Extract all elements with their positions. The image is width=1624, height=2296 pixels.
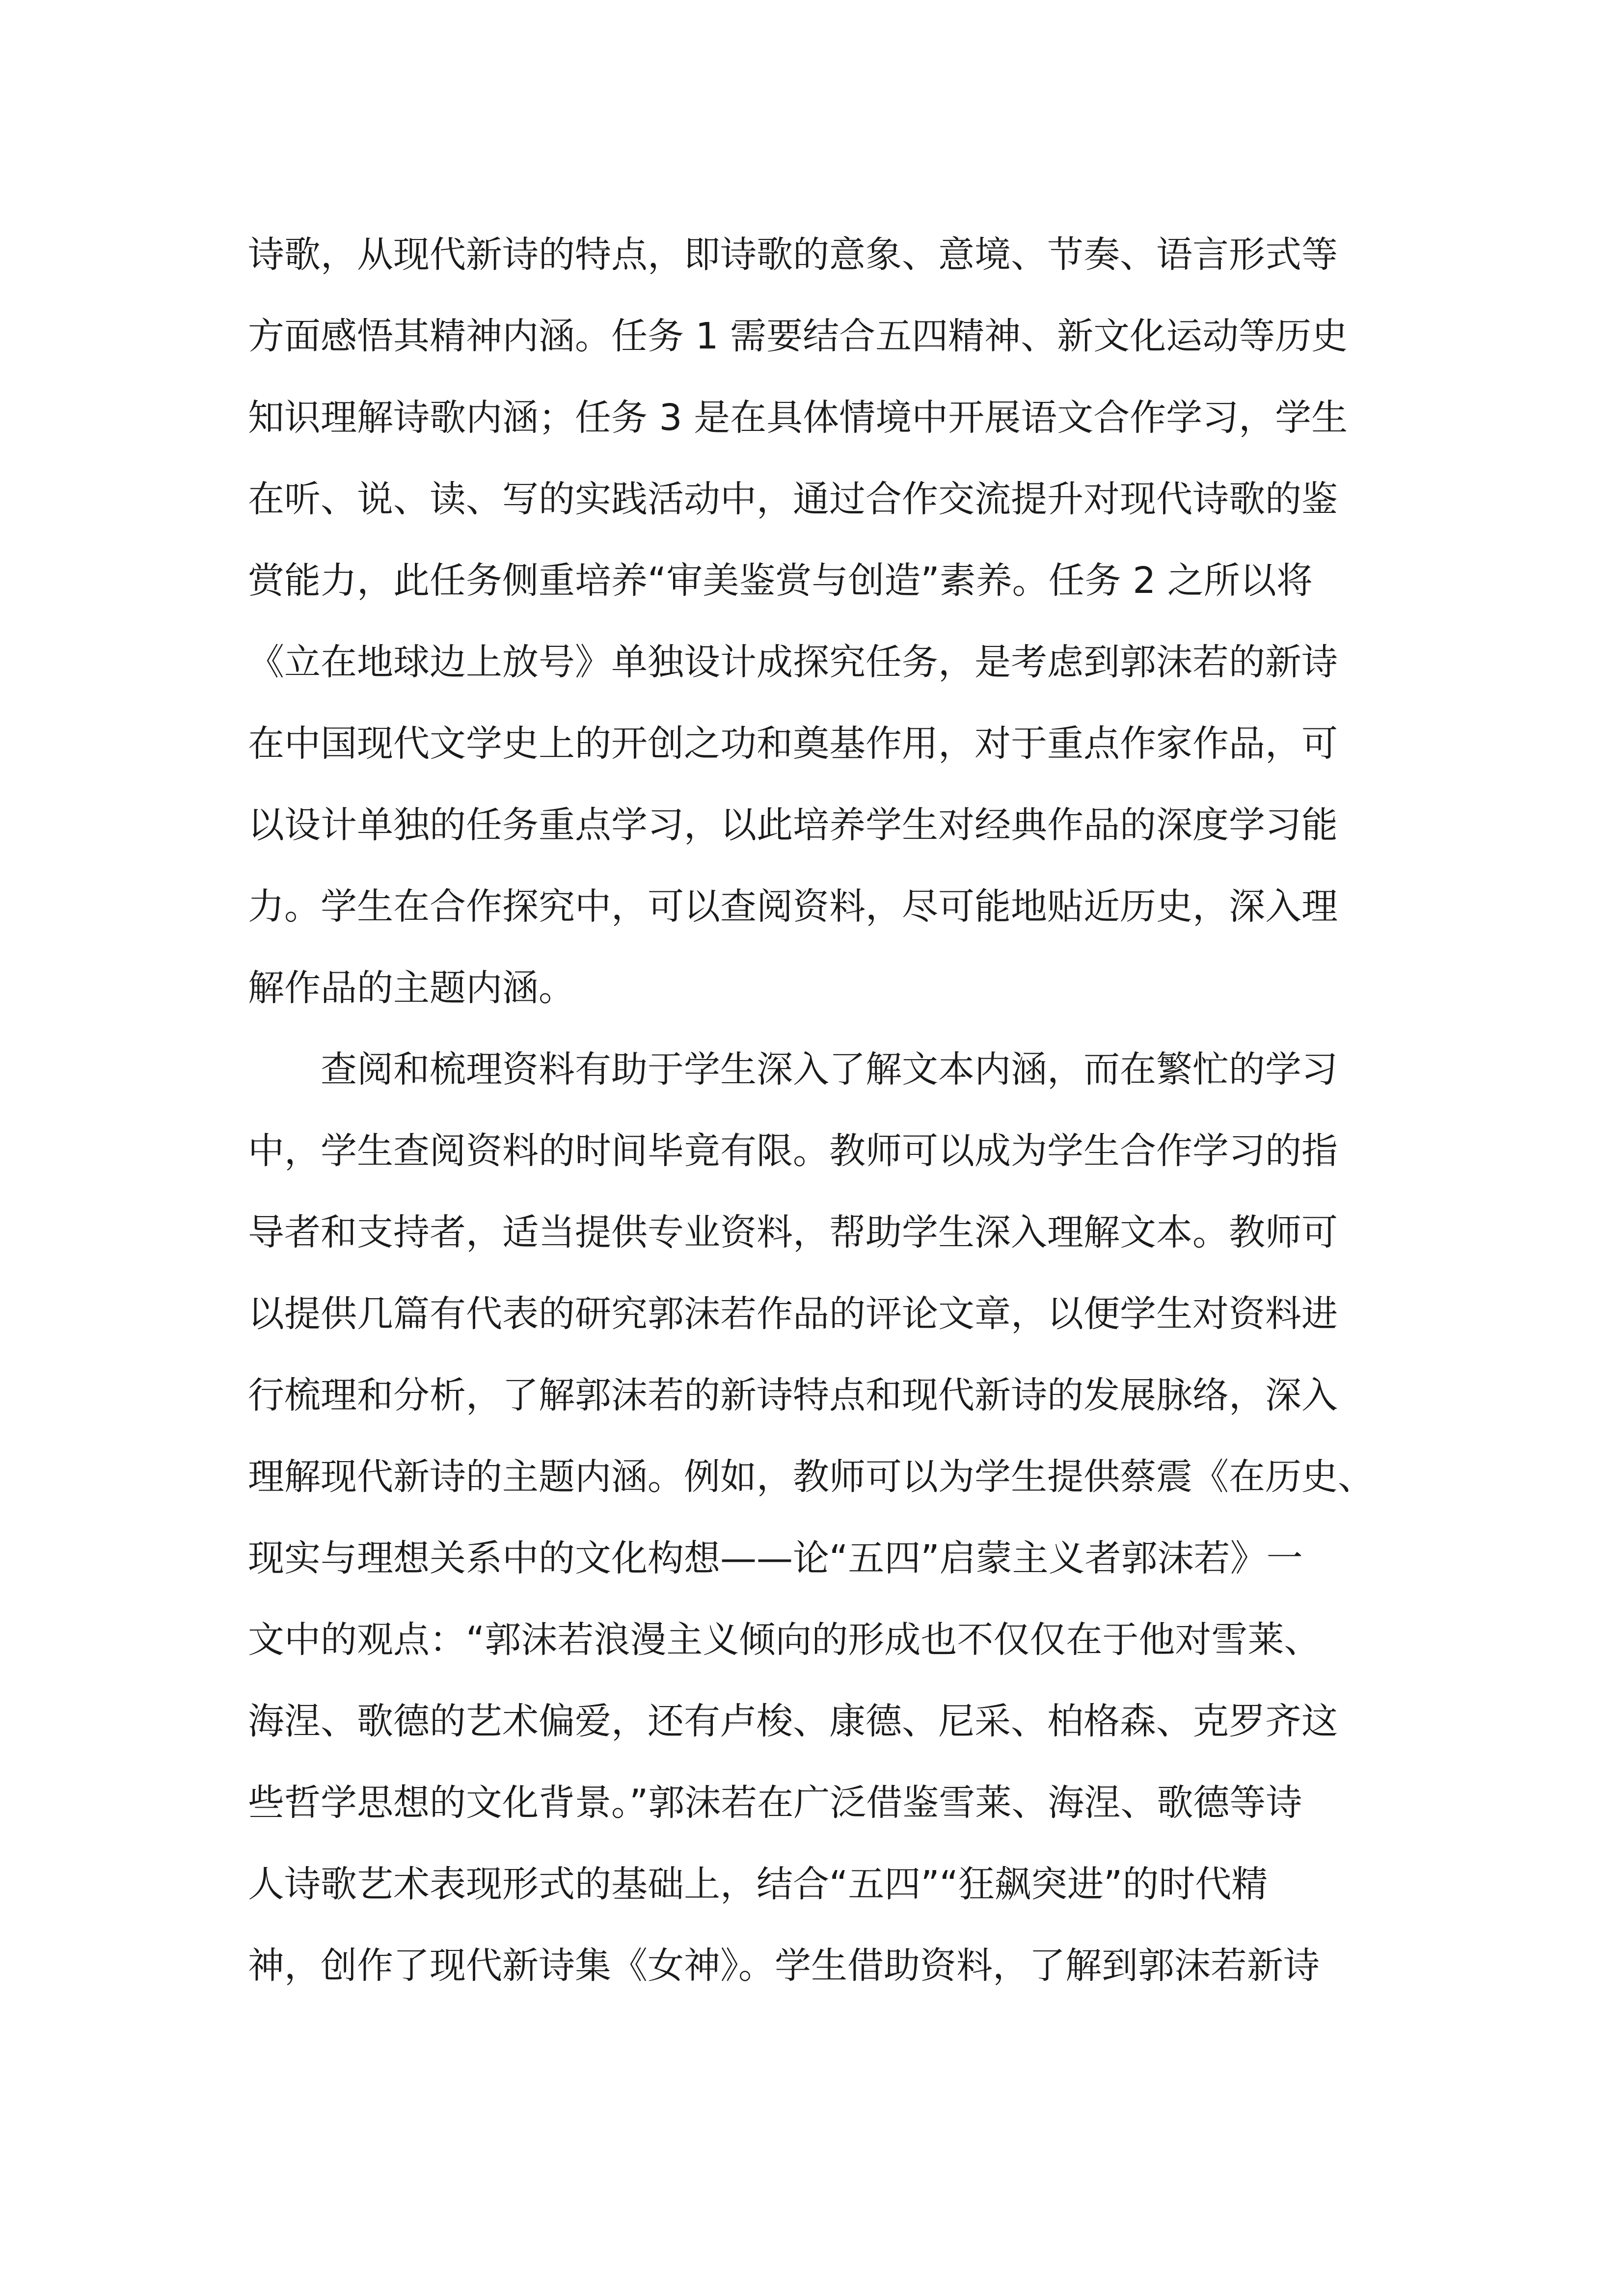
text-line: 些哲学思想的文化背景。”郭沫若在广泛借鉴雪莱、海涅、歌德等诗 [248,1782,1302,1824]
text-line: 在中国现代文学史上的开创之功和奠基作用，对于重点作家作品，可 [248,722,1338,765]
text-line: 神，创作了现代新诗集《女神》。学生借助资料，了解到郭沫若新诗 [248,1945,1320,1987]
text-line: 诗歌，从现代新诗的特点，即诗歌的意象、意境、节奏、语言形式等 [248,234,1338,276]
text-line: 赏能力，此任务侧重培养“审美鉴赏与创造”素养。任务 2 之所以将 [248,560,1313,602]
text-line: 《立在地球边上放号》单独设计成探究任务，是考虑到郭沫若的新诗 [248,641,1338,683]
paragraph-first-line: 查阅和梳理资料有助于学生深入了解文本内涵，而在繁忙的学习 [321,1048,1338,1091]
body-text [248,214,1392,2006]
text-line: 导者和支持者，适当提供专业资料，帮助学生深入理解文本。教师可 [248,1211,1338,1254]
text-line: 知识理解诗歌内涵；任务 3 是在具体情境中开展语文合作学习，学生 [248,397,1348,439]
text-line: 方面感悟其精神内涵。任务 1 需要结合五四精神、新文化运动等历史 [248,315,1348,357]
text-line: 中，学生查阅资料的时间毕竟有限。教师可以成为学生合作学习的指 [248,1130,1338,1172]
text-line: 理解现代新诗的主题内涵。例如，教师可以为学生提供蔡震《在历史、 [248,1456,1374,1498]
text-line: 解作品的主题内涵。 [248,967,575,1009]
text-line: 以提供几篇有代表的研究郭沫若作品的评论文章，以便学生对资料进 [248,1293,1338,1335]
text-line: 人诗歌艺术表现形式的基础上，结合“五四”“狂飙突进”的时代精 [248,1863,1268,1905]
text-line: 海涅、歌德的艺术偏爱，还有卢梭、康德、尼采、柏格森、克罗齐这 [248,1700,1338,1742]
text-line: 在听、说、读、写的实践活动中，通过合作交流提升对现代诗歌的鉴 [248,478,1338,520]
text-line: 力。学生在合作探究中，可以查阅资料，尽可能地贴近历史，深入理 [248,885,1338,928]
text-line: 行梳理和分析，了解郭沫若的新诗特点和现代新诗的发展脉络，深入 [248,1374,1338,1416]
text-line: 文中的观点：“郭沫若浪漫主义倾向的形成也不仅仅在于他对雪莱、 [248,1619,1321,1661]
text-line: 现实与理想关系中的文化构想——论“五四”启蒙主义者郭沫若》一 [248,1537,1303,1579]
text-line: 以设计单独的任务重点学习，以此培养学生对经典作品的深度学习能 [248,804,1338,846]
